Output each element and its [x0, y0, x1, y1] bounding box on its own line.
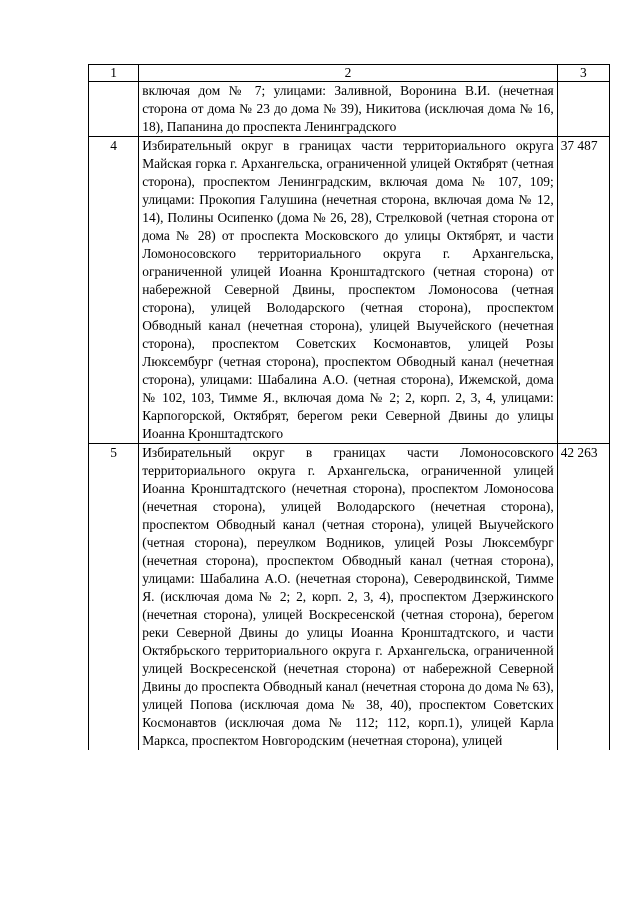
district-description: [139, 82, 557, 137]
table-row: [89, 82, 610, 137]
district-population: [557, 82, 609, 137]
table-row: [89, 444, 610, 751]
district-description-text: включая дом № 7; улицами: Заливной, Воронина В.И. (нечетная сторона от дома № 23 до дома № 39), Никитова (исключая дома № 16, 18), Папанина до проспекта Ленинградского: [142, 83, 554, 134]
district-population: 42 263: [557, 444, 609, 751]
district-description-text: Избирательный округ в границах части Ломоносовского территориального округа г. Архангельска, ограниченной улицей Иоанна Кронштадтского (нечетная сторона), проспектом Ломоносова (нечетная сторона), улицей Володарского (нечетная сторона), проспектом Обводный канал (четная сторона), улицей Выучейского (четная сторона), переулком Водников, улицей Розы Люксембург (нечетная сторона), проспектом Обводный канал (четная сторона), улицами: Шабалина А.О. (нечетная сторона), Северодвинской, Тимме Я. (исключая дома № 2; 2, корп. 2, 3, 4), проспектом Дзержинского (нечетная сторона), улицей Воскресенской (четная сторона), берегом реки Северной Двины до улицы Иоанна Кронштадтского, и части Октябрьского территориального округа г. Архангельска, ограниченной улицей Воскресенской (нечетная сторона) от набережной Северной Двины до проспекта Обводный канал (нечетная сторона до дома № 63), улицей Попова (исключая дома № 38, 40), проспектом Советских Космонавтов (исключая дома № 112; 112, корп.1), улицей Карла Маркса, проспектом Новгородским (нечетная сторона), улицей: [142, 445, 554, 748]
district-number: 4: [89, 137, 139, 444]
header-col-2: 2: [139, 65, 557, 82]
header-col-1: 1: [89, 65, 139, 82]
district-population: 37 487: [557, 137, 609, 444]
electoral-districts-table: [88, 64, 610, 750]
table-row: [89, 137, 610, 444]
district-number: [89, 82, 139, 137]
header-col-3: 3: [557, 65, 609, 82]
district-number: 5: [89, 444, 139, 751]
table-header-row: [89, 65, 610, 82]
district-description: [139, 137, 557, 444]
district-description-text: Избирательный округ в границах части территориального округа Майская горка г. Архангельска, ограниченной улицей Октябрят (четная сторона), проспектом Ленинградским, включая дома № 107, 109; улицами: Прокопия Галушина (нечетная сторона, включая дома № 12, 14), Полины Осипенко (дома № 26, 28), Стрелковой (четная сторона от дома № 28) от проспекта Московского до улицы Октябрят, и части Ломоносовского территориального округа г. Архангельска, ограниченной улицей Иоанна Кронштадтского (четная сторона) от набережной Северной Двины, проспектом Ломоносова (четная сторона), улицей Володарского (четная сторона), проспектом Обводный канал (нечетная сторона), улицей Выучейского (нечетная сторона), проспектом Советских Космонавтов, улицей Розы Люксембург (четная сторона), проспектом Обводный канал (нечетная сторона), улицами: Шабалина А.О. (четная сторона), Ижемской, дома № 102, 103, Тимме Я., включая дома № 2; 2, корп. 2, 3, 4, улицами: Карпогорской, Октябрят, берегом реки Северной Двины до улицы Иоанна Кронштадтского: [142, 138, 554, 441]
district-description: [139, 444, 557, 751]
